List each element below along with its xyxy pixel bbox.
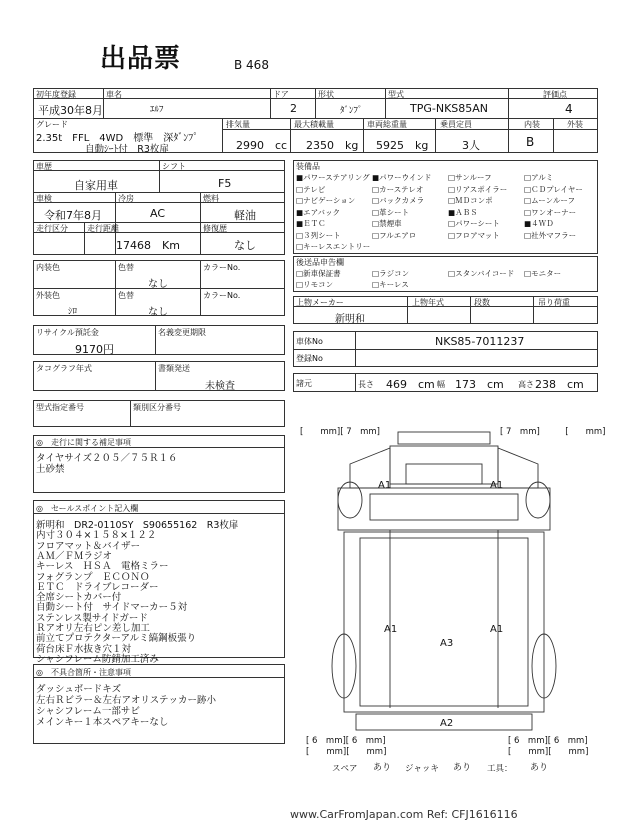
- score-value: 4: [565, 102, 573, 116]
- tread-top-left: [ mm][ 7 mm]: [300, 427, 380, 437]
- jack-label: ジャッキ: [405, 764, 439, 774]
- doc-value: 未検査: [205, 381, 235, 392]
- spare-label: スペア: [332, 764, 358, 774]
- length-value: 469 cm: [386, 378, 435, 391]
- fuel-label: 燃料: [203, 194, 219, 203]
- model-label: 型式: [388, 90, 404, 99]
- damage-mark-a1-left: A1: [384, 624, 398, 635]
- checklist-item: □スタンバイコード: [448, 269, 515, 278]
- grade-line1: 2.35t FFL 4WD 標準 深ﾀﾞﾝﾌﾟ: [36, 133, 199, 144]
- checklist-item: □カーステレオ: [372, 184, 424, 194]
- damage-mark-a1-top: A1: [378, 480, 392, 491]
- interior-label: 内装: [524, 120, 540, 129]
- chassis-no-label: 車体No: [296, 337, 323, 346]
- inspection-label: 車検: [36, 194, 52, 203]
- checklist-item: ■エアバック: [296, 207, 340, 217]
- shape-label: 形状: [318, 90, 334, 99]
- lot-code: B 468: [234, 58, 269, 72]
- displacement-value: 2990 cc: [236, 139, 288, 152]
- note-line: ステンレス製サイドガード: [36, 612, 148, 624]
- checklist-item: □禁煙車: [372, 219, 402, 228]
- checklist-item: ■パワーウインド: [372, 173, 432, 182]
- mileage-label: 走行距離: [87, 224, 119, 233]
- note-line: タイヤサイズ２０５／７５Ｒ１６: [36, 453, 178, 464]
- equipment-title: 装備品: [296, 162, 320, 171]
- doc-label: 書類発送: [158, 364, 190, 373]
- door-value: 2: [290, 102, 297, 115]
- ac-label: 冷房: [118, 194, 134, 203]
- note-line: フォグランプ ＥＣＯＮＯ: [36, 571, 150, 583]
- max-load-label: 最大積載量: [294, 120, 334, 129]
- note-line: ＡＭ／ＦＭラジオ: [36, 550, 113, 562]
- shape-value: ﾀﾞﾝﾌﾟ: [340, 106, 363, 116]
- car-name-label: 車名: [106, 90, 122, 99]
- note-line: 自動シート付 サイドマーカー５対: [36, 602, 188, 614]
- shift-label: シフト: [162, 162, 186, 171]
- damage-mark-a1-top-right: A1: [490, 480, 504, 491]
- tread-bottom-right-2: [ mm][ mm]: [508, 747, 589, 757]
- inspection-value: 令和7年8月: [44, 209, 102, 222]
- checklist-item: ■ＥＴＣ: [296, 219, 326, 228]
- color-no-label: カラーNo.: [203, 263, 241, 272]
- defect-notes-title: ◎ 不具合箇所・注意事項: [36, 668, 131, 677]
- note-line: キーレス ＨＳＡ 電格ミラー: [36, 561, 169, 573]
- reg-no-label: 登録No: [296, 354, 323, 363]
- chassis-no-value: NKS85-7011237: [435, 335, 525, 348]
- shift-value: F5: [218, 177, 232, 190]
- stages-label: 段数: [474, 298, 490, 307]
- note-line: 土砂禁: [36, 464, 65, 475]
- note-line: ダッシュボードキズ: [36, 684, 122, 695]
- car-name-value: ｴﾙﾌ: [150, 105, 164, 115]
- checklist-item: □アルミ: [524, 173, 554, 182]
- damage-mark-a1-right: A1: [490, 624, 504, 635]
- checklist-item: □モニター: [524, 269, 562, 278]
- lift-load-label: 吊り荷重: [538, 298, 570, 307]
- displacement-label: 排気量: [226, 120, 250, 129]
- max-load-value: 2350 kg: [306, 139, 359, 152]
- ac-value: AC: [150, 207, 166, 220]
- tread-bottom-left-2: [ mm][ mm]: [306, 747, 387, 757]
- score-label: 評価点: [543, 90, 567, 99]
- type-no-label: 型式指定番号: [36, 403, 84, 412]
- checklist-item: □フロアマット: [448, 230, 500, 240]
- fuel-value: 軽油: [234, 209, 256, 222]
- tool-label: 工具：: [487, 764, 513, 774]
- note-line: 前立てプロテクターアルミ縞鋼板張り: [36, 633, 197, 645]
- class-no-label: 類別区分番号: [133, 403, 181, 412]
- checklist-item: □新車保証書: [296, 269, 341, 278]
- repair-label: 修復歴: [203, 224, 227, 233]
- checklist-item: □パワーシート: [448, 219, 500, 228]
- height-label: 高さ: [518, 380, 534, 389]
- exterior-color-label: 外装色: [36, 291, 60, 300]
- watermark-ref: www.CarFromJapan.com Ref: CFJ1616116: [290, 808, 518, 821]
- color-no2-label: カラーNo.: [203, 291, 241, 300]
- checklist-item: □バックカメラ: [372, 196, 425, 205]
- checklist-item: □ナビゲーション: [296, 196, 356, 205]
- checklist-item: □ラジコン: [372, 269, 410, 278]
- spare-value: あり: [373, 763, 392, 773]
- damage-mark-a3: A3: [440, 638, 454, 649]
- checklist-item: □革シート: [372, 207, 410, 217]
- checklist-item: ■パワーステアリング: [296, 173, 370, 182]
- checklist-item: □ＣＤプレイヤー: [524, 184, 583, 194]
- first-reg-label: 初年度登録: [36, 90, 76, 99]
- history-value: 自家用車: [74, 179, 118, 192]
- tread-bottom-right: [ 6 mm][ 6 mm]: [508, 736, 588, 746]
- color-change-label: 色替: [118, 263, 134, 272]
- checklist-item: □リモコン: [296, 280, 334, 289]
- checklist-item: ■４ＷＤ: [524, 219, 554, 228]
- body-maker-label: 上物メーカー: [296, 298, 344, 307]
- checklist-item: □キーレスエントリー: [296, 242, 371, 251]
- note-line: 荷台床Ｆ水抜き穴１対: [36, 643, 132, 655]
- note-line: ＥＴＣ ドライブレコーダー: [36, 581, 159, 593]
- checklist-item: □社外マフラー: [524, 230, 577, 240]
- length-label: 長さ: [358, 380, 374, 389]
- jack-value: あり: [453, 763, 472, 773]
- body-year-label: 上物年式: [412, 298, 444, 307]
- tread-bottom-left: [ 6 mm][ 6 mm]: [306, 736, 386, 746]
- exterior-color-value: ｼﾛ: [68, 307, 78, 317]
- checklist-item: □リアスポイラー: [448, 184, 508, 194]
- driving-notes-title: ◎ 走行に関する補足事項: [36, 438, 131, 447]
- interior-value: B: [526, 135, 535, 149]
- recycle-label: リサイクル預託金: [36, 328, 99, 337]
- note-line: シャシフレーム防錆加工済み: [36, 653, 159, 665]
- capacity-label: 乗員定員: [440, 120, 472, 129]
- width-value: 173 cm: [455, 378, 504, 391]
- color-change-value: なし: [148, 279, 168, 290]
- tool-value: あり: [530, 763, 549, 773]
- mileage-value: 17468 Km: [116, 239, 180, 252]
- history-label: 車歴: [36, 162, 52, 171]
- tread-top-right: [ 7 mm] [ mm]: [500, 427, 606, 437]
- repair-value: なし: [234, 239, 256, 252]
- checklist-item: □フルエアロ: [372, 230, 417, 240]
- body-maker-value: 新明和: [335, 314, 365, 325]
- checklist-item: □テレビ: [296, 184, 326, 194]
- first-reg-value: 平成30年8月: [38, 104, 103, 117]
- door-label: ドア: [273, 90, 289, 99]
- interior-color-label: 内装色: [36, 263, 60, 272]
- note-line: 左右Ｒビラー＆左右アオリステッカー跡小: [36, 695, 217, 706]
- note-line: 全席シートカバー付: [36, 592, 122, 604]
- model-value: TPG-NKS85AN: [410, 102, 489, 115]
- gross-weight-label: 車両総重量: [367, 120, 407, 129]
- exterior-label: 外装: [567, 120, 583, 129]
- height-value: 238 cm: [535, 378, 584, 391]
- grade-label: グレード: [36, 120, 68, 129]
- color-change2-value: なし: [148, 307, 168, 318]
- note-line: シャシフレーム一部サビ: [36, 706, 140, 717]
- tacho-label: タコグラフ年式: [36, 364, 92, 373]
- sales-point-title: ◎ セールスポイント記入欄: [36, 504, 139, 513]
- run-label: 走行区分: [36, 224, 68, 233]
- checklist-item: ■ＡＢＳ: [448, 207, 478, 217]
- color-change2-label: 色替: [118, 291, 134, 300]
- checklist-item: □３列シート: [296, 230, 341, 240]
- grade-line2: 自動ｼｰﾄ付 R3枚扉: [85, 144, 169, 155]
- width-label: 幅: [437, 380, 445, 389]
- capacity-value: 3人: [462, 139, 480, 152]
- note-line: メインキー１本スペアキーなし: [36, 717, 169, 728]
- checklist-item: □サンルーフ: [448, 173, 492, 182]
- note-line: 新明和 DR2-0110SY S90655162 R3枚扉: [36, 520, 239, 531]
- checklist-item: □ワンオーナー: [524, 207, 577, 217]
- name-change-label: 名義変更期限: [158, 328, 206, 337]
- checklist-item: □キーレス: [372, 280, 409, 289]
- checklist-item: □ムーンルーフ: [524, 196, 575, 205]
- note-line: Ｒアオリ左右ピン差し加工: [36, 623, 150, 634]
- checklist-item: □ＭＤコンポ: [448, 196, 493, 205]
- note-line: フロアマット＆バイザー: [36, 540, 141, 552]
- post-title: 後送品申告欄: [296, 258, 344, 267]
- gross-weight-value: 5925 kg: [376, 139, 429, 152]
- note-line: 内寸３０４×１５８×１２２: [36, 530, 157, 542]
- specs-label: 諸元: [296, 379, 312, 388]
- vehicle-diagram: [330, 428, 560, 738]
- recycle-value: 9170円: [75, 343, 114, 356]
- damage-mark-a2: A2: [440, 718, 454, 729]
- page-title: 出品票: [100, 44, 182, 74]
